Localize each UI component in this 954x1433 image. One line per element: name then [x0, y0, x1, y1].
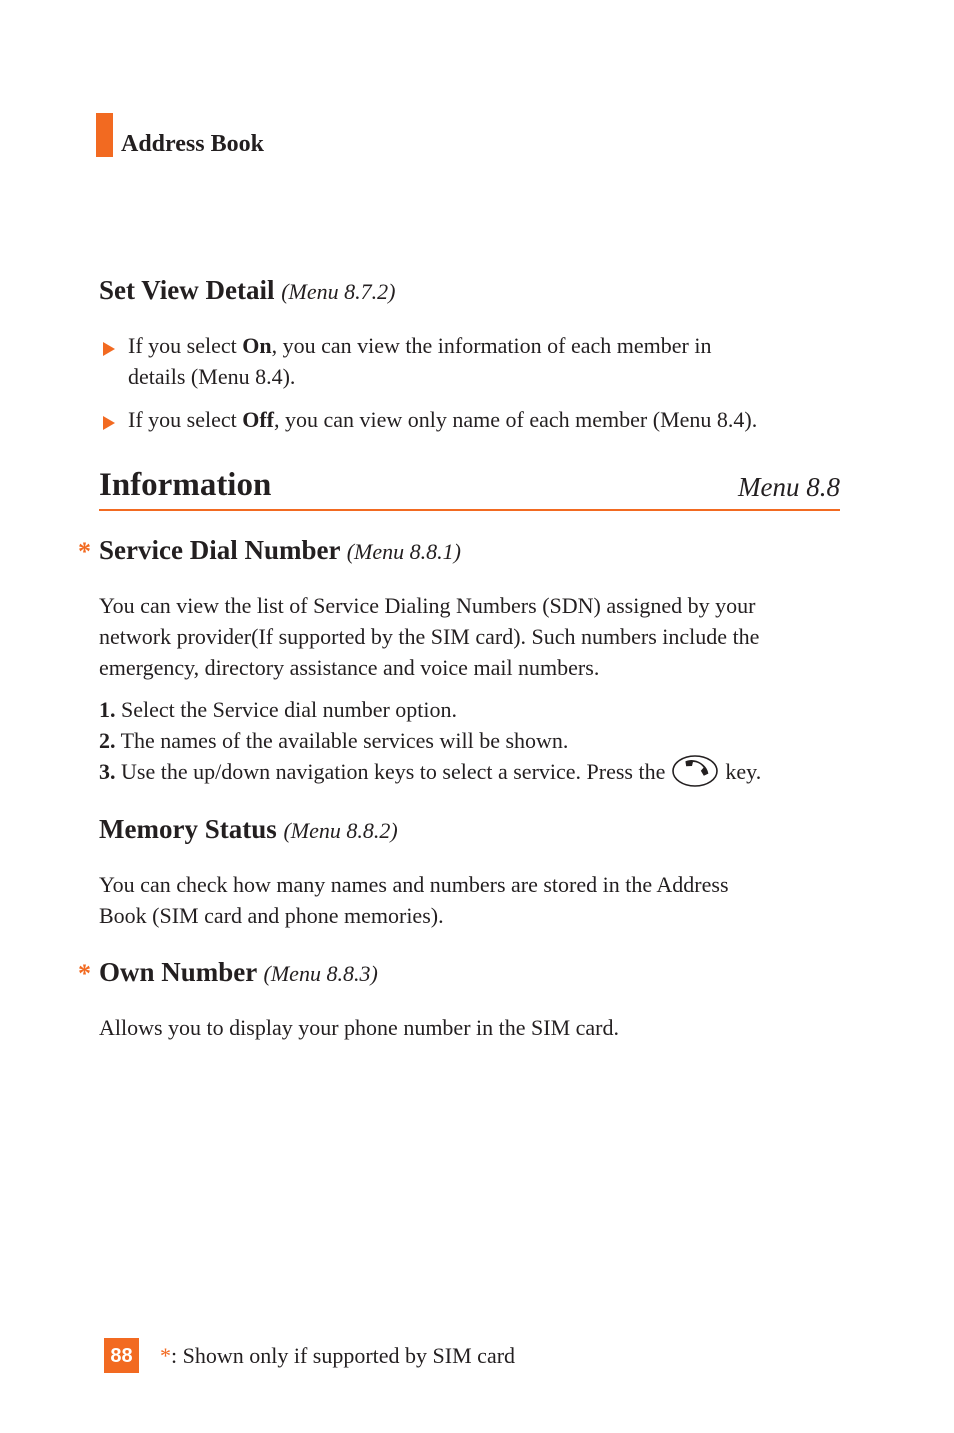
set-view-detail-title: Set View Detail [99, 275, 275, 305]
bullet-on-post: , you can view the information of each member in [271, 333, 712, 358]
own-number-heading [99, 957, 378, 988]
service-dial-line: emergency, directory assistance and voice mail numbers. [99, 655, 600, 680]
step-text: Use the up/down navigation keys to select a service. Press the [115, 759, 666, 784]
sim-star-marker: * [78, 959, 91, 988]
sim-star-marker: * [78, 537, 91, 566]
set-view-detail-bullet-on [128, 330, 848, 392]
step-text: The names of the available services will be shown. [115, 728, 569, 753]
step-text: Select the Service dial number option. [115, 697, 458, 722]
header-title: Address Book [121, 131, 264, 157]
service-dial-description [99, 590, 759, 683]
footnote [160, 1343, 515, 1369]
bullet-arrow-icon [103, 342, 115, 356]
bullet-on-line2: details (Menu 8.4). [128, 364, 296, 389]
step-number: 3. [99, 759, 116, 784]
service-dial-title: Service Dial Number [99, 535, 340, 565]
set-view-detail-heading [99, 275, 395, 306]
bullet-on-bold: On [242, 333, 272, 358]
step-number: 1. [99, 697, 116, 722]
set-view-detail-bullet-off [128, 404, 757, 435]
step-item [99, 725, 761, 756]
bullet-on-line1 [128, 330, 848, 361]
service-dial-steps [99, 694, 761, 789]
page-number: 88 [104, 1338, 139, 1373]
information-title: Information [99, 467, 272, 503]
memory-status-heading [99, 814, 398, 845]
send-key-icon [671, 753, 719, 789]
header-accent-bar [96, 113, 113, 157]
own-number-title: Own Number [99, 957, 257, 987]
footnote-star: * [160, 1343, 171, 1368]
service-dial-line: network provider(If supported by the SIM card). Such numbers include the [99, 624, 760, 649]
step-item [99, 694, 761, 725]
information-menu-ref: Menu 8.8 [738, 472, 840, 502]
bullet-off-pre: If you select [128, 407, 243, 432]
bullet-off-bold: Off [242, 407, 274, 432]
memory-status-title: Memory Status [99, 814, 277, 844]
own-number-menu-ref: (Menu 8.8.3) [263, 961, 378, 986]
step-item [99, 756, 761, 789]
footnote-text: : Shown only if supported by SIM card [171, 1343, 516, 1368]
memory-status-line: You can check how many names and numbers are stored in the Address [99, 872, 729, 897]
set-view-detail-menu-ref: (Menu 8.7.2) [281, 279, 396, 304]
section-divider [99, 509, 840, 511]
memory-status-line: Book (SIM card and phone memories). [99, 903, 444, 928]
step-number: 2. [99, 728, 116, 753]
memory-status-menu-ref: (Menu 8.8.2) [283, 818, 398, 843]
own-number-description: Allows you to display your phone number in the SIM card. [99, 1015, 619, 1040]
bullet-off-post: , you can view only name of each member (Menu 8.4). [274, 407, 758, 432]
service-dial-menu-ref: (Menu 8.8.1) [346, 539, 461, 564]
memory-status-description [99, 869, 729, 931]
service-dial-heading [99, 535, 461, 566]
service-dial-line: You can view the list of Service Dialing Numbers (SDN) assigned by your [99, 593, 756, 618]
bullet-on-pre: If you select [128, 333, 243, 358]
bullet-arrow-icon [103, 416, 115, 430]
step-text-after: key. [725, 759, 762, 784]
